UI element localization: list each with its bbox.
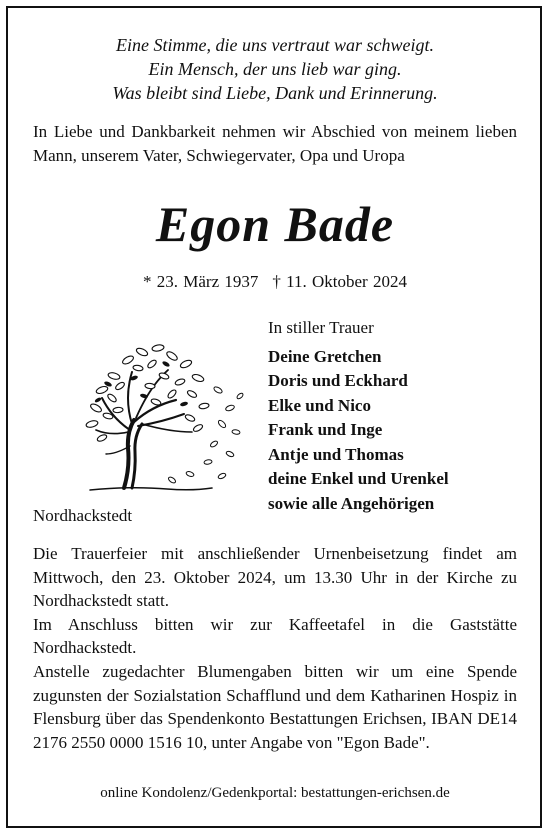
mourner-name: Frank und Inge (268, 420, 383, 439)
mourner-name: Deine Gretchen (268, 346, 382, 366)
funeral-details (33, 542, 517, 754)
mourners-block (268, 316, 528, 516)
death-date: † 11. Oktober 2024 (272, 272, 407, 291)
mourner-name: Antje und Thomas (268, 444, 404, 464)
mourner-name: Elke und Nico (268, 395, 371, 415)
mourner-name: sowie alle Angehörigen (268, 493, 435, 513)
intro-text: In Liebe und Dankbarkeit nehmen wir Abschied von meinem lieben Mann, unserem Vater, Schwiegervater, Opa und Uropa (33, 122, 517, 165)
poem-line: Eine Stimme, die uns vertraut war schweigt. (116, 35, 434, 55)
mourners-heading: In stiller Trauer (268, 318, 374, 337)
reception-paragraph: Im Anschluss bitten wir zur Kaffeetafel in die Gaststätte Nordhackstedt. (33, 614, 517, 658)
place-name: Nordhackstedt (33, 506, 133, 525)
life-dates (0, 271, 550, 293)
ceremony-paragraph: Die Trauerfeier mit anschließender Urnenbeisetzung findet am Mittwoch, den 23. Oktober 2024, um 13.30 Uhr in der Kirche zu Nordhackstedt statt. (33, 544, 517, 611)
mourner-name: Doris und Eckhard (268, 371, 408, 390)
poem-line: Was bleibt sind Liebe, Dank und Erinnerung. (112, 83, 438, 103)
deceased-name: Egon Bade (155, 196, 395, 252)
birth-date: * 23. März 1937 (143, 272, 259, 291)
poem-line: Ein Mensch, der uns lieb war ging. (148, 59, 402, 79)
mourner-name: deine Enkel und Urenkel (268, 469, 449, 488)
poem (0, 33, 550, 105)
windblown-tree-icon (72, 328, 252, 498)
condolence-portal-footer: online Kondolenz/Gedenkportal: bestattungen-erichsen.de (100, 785, 450, 801)
donation-paragraph: Anstelle zugedachter Blumengaben bitten wir um eine Spende zugunsten der Sozialstation Schafflund und dem Katharinen Hospiz in Flensburg über das Spendenkonto Bestattungen Erichsen, IBAN DE14 2176 2550 0000 1516 10, unter Angabe von "Egon Bade". (33, 661, 517, 752)
